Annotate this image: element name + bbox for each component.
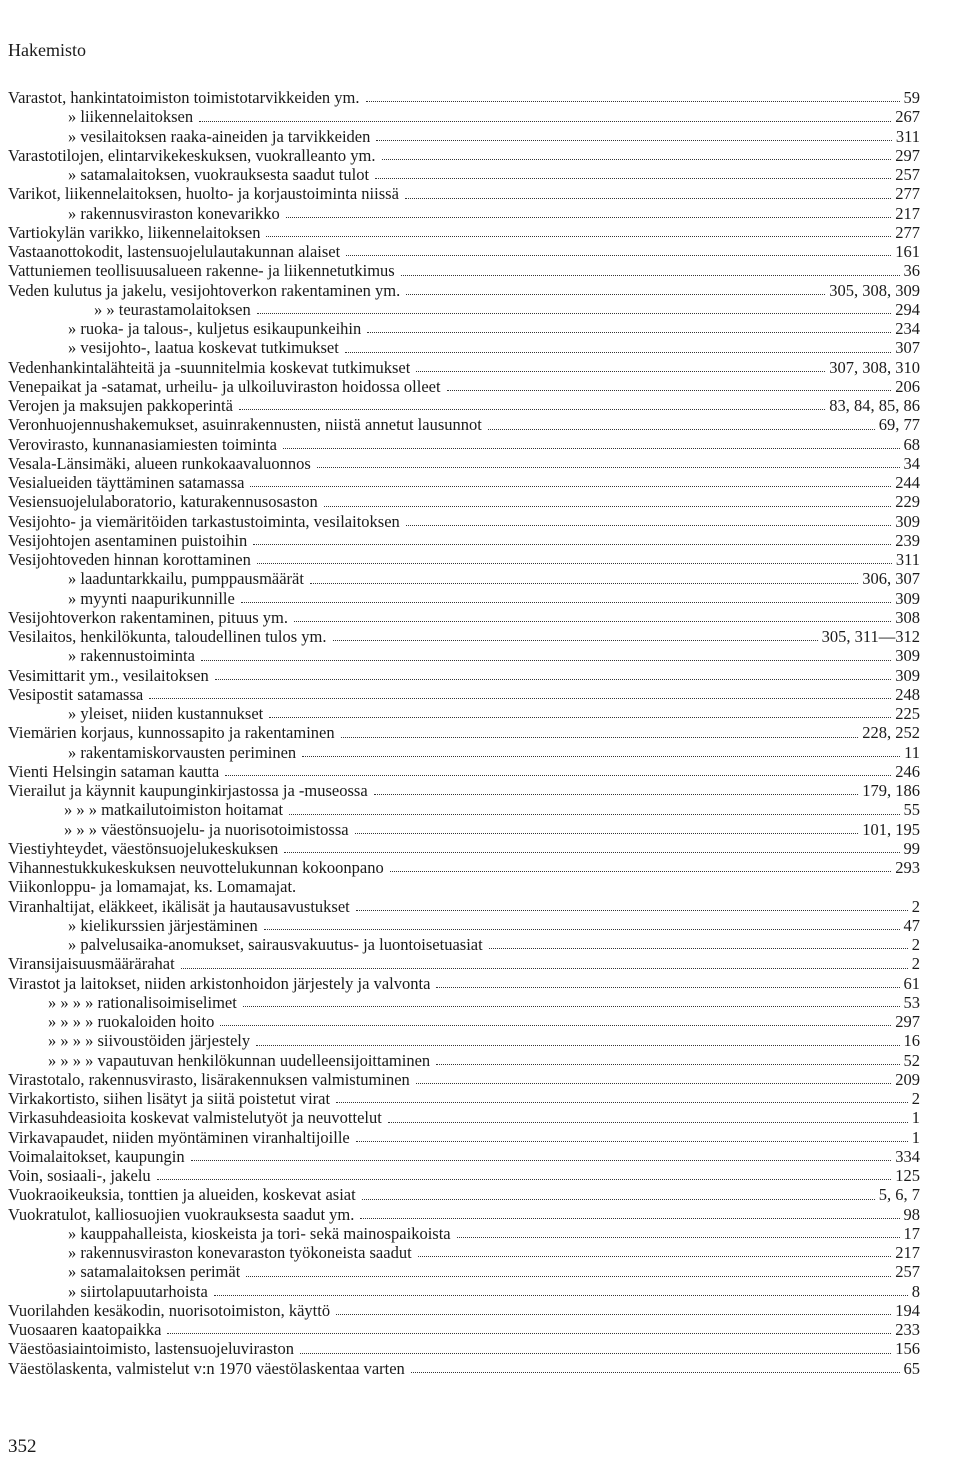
index-entry	[8, 396, 920, 415]
entry-pages: 257	[895, 165, 920, 184]
index-entry	[8, 415, 920, 434]
entry-pages: 53	[903, 992, 920, 1012]
entry-pages: 305, 308, 309	[829, 280, 920, 300]
dot-leader	[406, 293, 825, 295]
dot-leader	[266, 235, 891, 237]
index-entry	[8, 1282, 920, 1301]
entry-pages: 101, 195	[862, 819, 920, 839]
entry-pages: 277	[895, 184, 920, 204]
dot-leader	[181, 967, 908, 969]
entry-text: Viemärien korjaus, kunnossapito ja rakentaminen	[8, 723, 335, 743]
entry-text: » rakennustoiminta	[68, 646, 195, 666]
index-entry	[8, 974, 920, 993]
entry-pages: 309	[895, 511, 920, 531]
index-entry	[8, 204, 920, 223]
index-entry	[8, 261, 920, 280]
index-entry	[8, 781, 920, 800]
dot-leader	[225, 774, 891, 776]
entry-text: Virkavapaudet, niiden myöntäminen viranhaltijoille	[8, 1127, 350, 1147]
dot-leader	[199, 120, 891, 122]
entry-text: » » teurastamolaitoksen	[94, 299, 251, 319]
index-entry	[8, 1012, 920, 1031]
entry-text: Vuosaaren kaatopaikka	[8, 1320, 162, 1339]
entry-pages: 217	[895, 203, 920, 223]
entry-text: Vesijohtojen asentaminen puistoihin	[8, 530, 248, 550]
index-entry	[8, 165, 920, 184]
index-entry	[8, 1224, 920, 1243]
index-entry	[8, 685, 920, 704]
index-entry	[8, 1051, 920, 1070]
index-entry	[8, 954, 920, 973]
entry-text: Vesijohtoveden hinnan korottaminen	[8, 550, 251, 569]
index-entry	[8, 223, 920, 242]
index-entry	[8, 492, 920, 511]
index-entry	[8, 1205, 920, 1224]
entry-pages: 179, 186	[862, 781, 920, 800]
entry-pages: 98	[903, 1204, 920, 1224]
index-entry	[8, 1070, 920, 1089]
entry-pages: 17	[903, 1223, 920, 1243]
dot-leader	[302, 755, 900, 757]
dot-leader	[333, 639, 818, 641]
entry-text: » kielikurssien järjestäminen	[68, 915, 258, 935]
entry-text: Vesialueiden täyttäminen satamassa	[8, 473, 245, 492]
index-entry	[8, 1166, 920, 1185]
dot-leader	[257, 562, 892, 564]
index-entry	[8, 897, 920, 916]
entry-pages: 267	[895, 107, 920, 127]
entry-pages: 257	[895, 1262, 920, 1282]
index-entry	[8, 762, 920, 781]
entry-pages: 306, 307	[862, 569, 920, 589]
index-entry	[8, 1185, 920, 1204]
entry-pages: 68	[903, 434, 920, 454]
dot-leader	[157, 1178, 892, 1180]
index-entry	[8, 646, 920, 665]
dot-leader	[401, 274, 900, 276]
entry-text: » palvelusaika-anomukset, sairausvakuutus- ja luontoisetuasiat	[68, 935, 483, 954]
dot-leader	[362, 1198, 875, 1200]
entry-pages: 55	[903, 800, 920, 820]
dot-leader	[416, 370, 825, 372]
entry-text: Veden kulutus ja jakelu, vesijohtoverkon rakentaminen ym.	[8, 280, 401, 300]
entry-text: » » » matkailutoimiston hoitamat	[64, 800, 284, 820]
entry-text: Verojen ja maksujen pakkoperintä	[8, 396, 233, 415]
entry-pages: 206	[895, 376, 920, 396]
entry-text: Vienti Helsingin sataman kautta	[8, 761, 220, 781]
index-entry	[8, 743, 920, 762]
index-entry	[8, 800, 920, 819]
entry-pages: 307	[895, 338, 920, 358]
dot-leader	[374, 793, 859, 795]
dot-leader	[346, 254, 891, 256]
entry-pages: 248	[895, 684, 920, 704]
entry-pages: 69, 77	[878, 415, 920, 435]
entry-pages: 161	[895, 242, 920, 261]
dot-leader	[367, 331, 891, 333]
entry-pages: 2	[911, 896, 920, 916]
dot-leader	[488, 428, 875, 430]
index-entry	[8, 1031, 920, 1050]
entry-text: » satamalaitoksen perimät	[68, 1262, 241, 1282]
entry-text: » rakennusviraston konevarikko	[68, 203, 280, 223]
entry-pages: 309	[895, 588, 920, 608]
entry-text: Virastotalo, rakennusvirasto, lisärakennuksen valmistuminen	[8, 1069, 410, 1089]
dot-leader	[382, 158, 892, 160]
entry-pages: 294	[895, 299, 920, 319]
dot-leader	[489, 947, 908, 949]
entry-text: Vuokratulot, kalliosuojien vuokrauksesta saadut ym.	[8, 1204, 355, 1224]
entry-pages: 334	[895, 1146, 920, 1166]
index-entry	[8, 858, 920, 877]
entry-text: Vesimittarit ym., vesilaitoksen	[8, 665, 209, 685]
dot-leader	[457, 1236, 900, 1238]
dot-leader	[289, 813, 899, 815]
dot-leader	[366, 100, 900, 102]
entry-text: » rakennusviraston konevaraston työkoneista saadut	[68, 1243, 412, 1262]
dot-leader	[283, 447, 900, 449]
dot-leader	[269, 716, 891, 718]
dot-leader	[284, 851, 899, 853]
entry-text: Vesilaitos, henkilökunta, taloudellinen tulos ym.	[8, 627, 327, 646]
index-entry	[8, 242, 920, 261]
index-entry	[8, 1147, 920, 1166]
dot-leader	[246, 1275, 891, 1277]
entry-pages: 277	[895, 222, 920, 242]
dot-leader	[300, 1352, 891, 1354]
entry-pages: 225	[895, 704, 920, 723]
index-entry	[8, 666, 920, 685]
entry-text: Väestöasiaintoimisto, lastensuojeluviraston	[8, 1339, 294, 1359]
index-entry	[8, 550, 920, 569]
index-entry	[8, 281, 920, 300]
entry-text: Vesijohtoverkon rakentaminen, pituus ym.	[8, 607, 288, 627]
entry-pages: 36	[903, 261, 920, 281]
entry-pages: 194	[895, 1300, 920, 1320]
dot-leader	[376, 139, 891, 141]
dot-leader	[286, 216, 892, 218]
index-entry	[8, 704, 920, 723]
index-entry	[8, 184, 920, 203]
dot-leader	[405, 197, 891, 199]
entry-text: Viranhaltijat, eläkkeet, ikälisät ja hautausavustukset	[8, 896, 350, 916]
index-entry	[8, 877, 920, 896]
entry-pages: 209	[895, 1069, 920, 1089]
dot-leader	[256, 1044, 899, 1046]
dot-leader	[201, 659, 891, 661]
entry-text: Venepaikat ja -satamat, urheilu- ja ulkoiluviraston hoidossa olleet	[8, 376, 441, 396]
entry-pages: 83, 84, 85, 86	[829, 396, 920, 415]
dot-leader	[375, 177, 891, 179]
dot-leader	[447, 389, 892, 391]
entry-text: » vesilaitoksen raaka-aineiden ja tarvikkeiden	[68, 126, 371, 146]
dot-leader	[336, 1313, 891, 1315]
entry-text: Vedenhankintalähteitä ja -suunnitelmia koskevat tutkimukset	[8, 357, 411, 377]
entry-text: » » » » vapautuvan henkilökunnan uudelleensijoittaminen	[48, 1050, 431, 1070]
index-entry	[8, 935, 920, 954]
index-entry	[8, 1320, 920, 1339]
entry-text: Virkakortisto, siihen lisätyt ja siitä poistetut virat	[8, 1089, 331, 1108]
index-entry	[8, 1243, 920, 1262]
index-entry	[8, 146, 920, 165]
entry-text: Vesala-Länsimäki, alueen runkokaavaluonnos	[8, 453, 311, 473]
dot-leader	[243, 1005, 900, 1007]
entry-text: Viestiyhteydet, väestönsuojelukeskuksen	[8, 838, 279, 858]
entry-text: » » » » siivoustöiden järjestely	[48, 1031, 251, 1051]
index-entry	[8, 1359, 920, 1378]
entry-pages: 305, 311—312	[821, 627, 920, 646]
entry-text: Virastot ja laitokset, niiden arkistonhoidon järjestely ja valvonta	[8, 973, 431, 993]
entry-text: » » » » rationalisoimiselimet	[48, 992, 237, 1012]
entry-text: Vuokraoikeuksia, tonttien ja alueiden, koskevat asiat	[8, 1185, 356, 1205]
dot-leader	[214, 1294, 908, 1296]
index-entry	[8, 300, 920, 319]
index-entry	[8, 531, 920, 550]
entry-text: Vattuniemen teollisuusalueen rakenne- ja liikennetutkimus	[8, 261, 395, 281]
entry-pages: 309	[895, 646, 920, 666]
entry-pages: 308	[895, 607, 920, 627]
entry-pages: 156	[895, 1339, 920, 1359]
entry-text: » myynti naapurikunnille	[68, 588, 235, 608]
entry-text: » » » » ruokaloiden hoito	[48, 1012, 215, 1031]
dot-leader	[356, 1140, 908, 1142]
dot-leader	[264, 928, 900, 930]
page-number: 352	[8, 1436, 37, 1457]
index-entry	[8, 723, 920, 742]
index-entry	[8, 435, 920, 454]
index-entry	[8, 993, 920, 1012]
index-entry	[8, 1108, 920, 1127]
index-entry	[8, 820, 920, 839]
entry-pages: 5, 6, 7	[878, 1185, 920, 1205]
dot-leader	[345, 351, 891, 353]
entry-text: Viransijaisuusmäärärahat	[8, 954, 175, 974]
entry-text: » rakentamiskorvausten periminen	[68, 742, 297, 762]
dot-leader	[220, 1024, 891, 1026]
entry-text: Varastot, hankintatoimiston toimistotarvikkeiden ym.	[8, 88, 360, 107]
entry-pages: 11	[904, 742, 920, 762]
entry-pages: 234	[895, 319, 920, 338]
index-entry	[8, 512, 920, 531]
entry-pages: 239	[895, 530, 920, 550]
dot-leader	[388, 1121, 908, 1123]
entry-text: Vesipostit satamassa	[8, 684, 144, 704]
dot-leader	[406, 524, 891, 526]
dot-leader	[360, 1217, 899, 1219]
entry-text: » siirtolapuutarhoista	[68, 1281, 208, 1301]
index-entry	[8, 319, 920, 338]
index-entry	[8, 1128, 920, 1147]
dot-leader	[324, 505, 891, 507]
entry-text: Vierailut ja käynnit kaupunginkirjastossa ja -museossa	[8, 781, 368, 800]
dot-leader	[302, 891, 916, 892]
entry-text: Verovirasto, kunnanasiamiesten toiminta	[8, 434, 277, 454]
entry-text: Vesiensuojelulaboratorio, katurakennusosaston	[8, 492, 318, 512]
entry-pages: 297	[895, 145, 920, 165]
entry-pages: 217	[895, 1243, 920, 1262]
entry-pages: 65	[903, 1358, 920, 1378]
dot-leader	[191, 1159, 892, 1161]
index-entry	[8, 916, 920, 935]
entry-text: Voimalaitokset, kaupungin	[8, 1146, 185, 1166]
index-entry	[8, 1089, 920, 1108]
entry-text: » liikennelaitoksen	[68, 107, 194, 127]
entry-text: Viikonloppu- ja lomamajat, ks. Lomamajat.	[8, 877, 297, 897]
entry-text: » yleiset, niiden kustannukset	[68, 704, 264, 723]
dot-leader	[436, 1063, 899, 1065]
entry-pages: 125	[895, 1166, 920, 1185]
dot-leader	[341, 736, 859, 738]
dot-leader	[215, 678, 892, 680]
index-entry	[8, 608, 920, 627]
index-entry	[8, 627, 920, 646]
entry-text: » » » väestönsuojelu- ja nuorisotoimistossa	[64, 819, 349, 839]
entry-pages: 311	[895, 126, 920, 146]
index-entry	[8, 1339, 920, 1358]
index-list	[8, 88, 920, 1378]
entry-text: Väestölaskenta, valmistelut v:n 1970 väestölaskentaa varten	[8, 1358, 405, 1378]
entry-pages: 1	[911, 1127, 920, 1147]
page-title: Hakemisto	[8, 40, 86, 60]
entry-text: Vartiokylän varikko, liikennelaitoksen	[8, 222, 261, 242]
index-entry	[8, 589, 920, 608]
entry-pages: 228, 252	[862, 723, 920, 743]
entry-text: » laaduntarkkailu, pumppausmäärät	[68, 569, 304, 589]
dot-leader	[336, 1101, 908, 1103]
index-entry	[8, 88, 920, 107]
index-entry	[8, 1301, 920, 1320]
index-entry	[8, 127, 920, 146]
dot-leader	[436, 986, 899, 988]
dot-leader	[418, 1255, 892, 1257]
dot-leader	[239, 408, 825, 410]
index-entry	[8, 454, 920, 473]
dot-leader	[310, 582, 858, 584]
entry-pages: 8	[911, 1281, 920, 1301]
entry-text: Varikot, liikennelaitoksen, huolto- ja korjaustoiminta niissä	[8, 184, 399, 204]
index-entry	[8, 377, 920, 396]
entry-text: Vesijohto- ja viemäritöiden tarkastustoiminta, vesilaitoksen	[8, 511, 400, 531]
entry-pages: 244	[895, 473, 920, 492]
entry-pages: 229	[895, 492, 920, 512]
entry-pages: 47	[903, 915, 920, 935]
entry-pages: 34	[903, 453, 920, 473]
entry-text: Vastaanottokodit, lastensuojelulautakunnan alaiset	[8, 242, 341, 261]
index-entry	[8, 358, 920, 377]
entry-pages: 307, 308, 310	[829, 357, 920, 377]
index-entry	[8, 1262, 920, 1281]
entry-text: Virkasuhdeasioita koskevat valmistelutyöt ja neuvottelut	[8, 1108, 382, 1128]
index-entry	[8, 473, 920, 492]
dot-leader	[356, 909, 908, 911]
entry-text: Voin, sosiaali-, jakelu	[8, 1166, 151, 1185]
entry-pages: 16	[903, 1031, 920, 1051]
dot-leader	[317, 466, 900, 468]
dot-leader	[411, 1371, 900, 1373]
dot-leader	[390, 870, 892, 872]
entry-text: » satamalaitoksen, vuokrauksesta saadut tulot	[68, 165, 370, 184]
entry-pages: 59	[903, 88, 920, 107]
entry-text: Veronhuojennushakemukset, asuinrakennusten, niistä annetut lausunnot	[8, 415, 482, 435]
entry-pages: 246	[895, 761, 920, 781]
dot-leader	[149, 697, 891, 699]
entry-text: » ruoka- ja talous-, kuljetus esikaupunkeihin	[68, 319, 362, 338]
dot-leader	[167, 1332, 891, 1334]
entry-text: » vesijohto-, laatua koskevat tutkimukset	[68, 338, 339, 358]
entry-pages: 297	[895, 1012, 920, 1031]
entry-text: » kauppahalleista, kioskeista ja tori- sekä mainospaikoista	[68, 1223, 451, 1243]
entry-pages: 1	[911, 1108, 920, 1128]
dot-leader	[355, 832, 859, 834]
dot-leader	[416, 1082, 891, 1084]
entry-pages: 61	[903, 973, 920, 993]
dot-leader	[253, 543, 891, 545]
dot-leader	[250, 485, 891, 487]
index-entry	[8, 107, 920, 126]
index-entry	[8, 569, 920, 588]
entry-pages: 293	[895, 858, 920, 877]
entry-pages: 233	[895, 1320, 920, 1339]
entry-pages: 52	[903, 1050, 920, 1070]
entry-pages: 2	[911, 954, 920, 974]
entry-pages: 311	[895, 550, 920, 569]
index-entry	[8, 839, 920, 858]
entry-pages: 2	[911, 1089, 920, 1108]
entry-text: Vuorilahden kesäkodin, nuorisotoimiston, käyttö	[8, 1300, 331, 1320]
dot-leader	[257, 312, 892, 314]
dot-leader	[294, 620, 891, 622]
index-entry	[8, 338, 920, 357]
dot-leader	[241, 601, 891, 603]
entry-text: Vihannestukkukeskuksen neuvottelukunnan kokoonpano	[8, 858, 384, 877]
entry-pages: 309	[895, 665, 920, 685]
entry-pages: 99	[903, 838, 920, 858]
entry-pages: 2	[911, 935, 920, 954]
entry-text: Varastotilojen, elintarvikekeskuksen, vuokralleanto ym.	[8, 145, 376, 165]
